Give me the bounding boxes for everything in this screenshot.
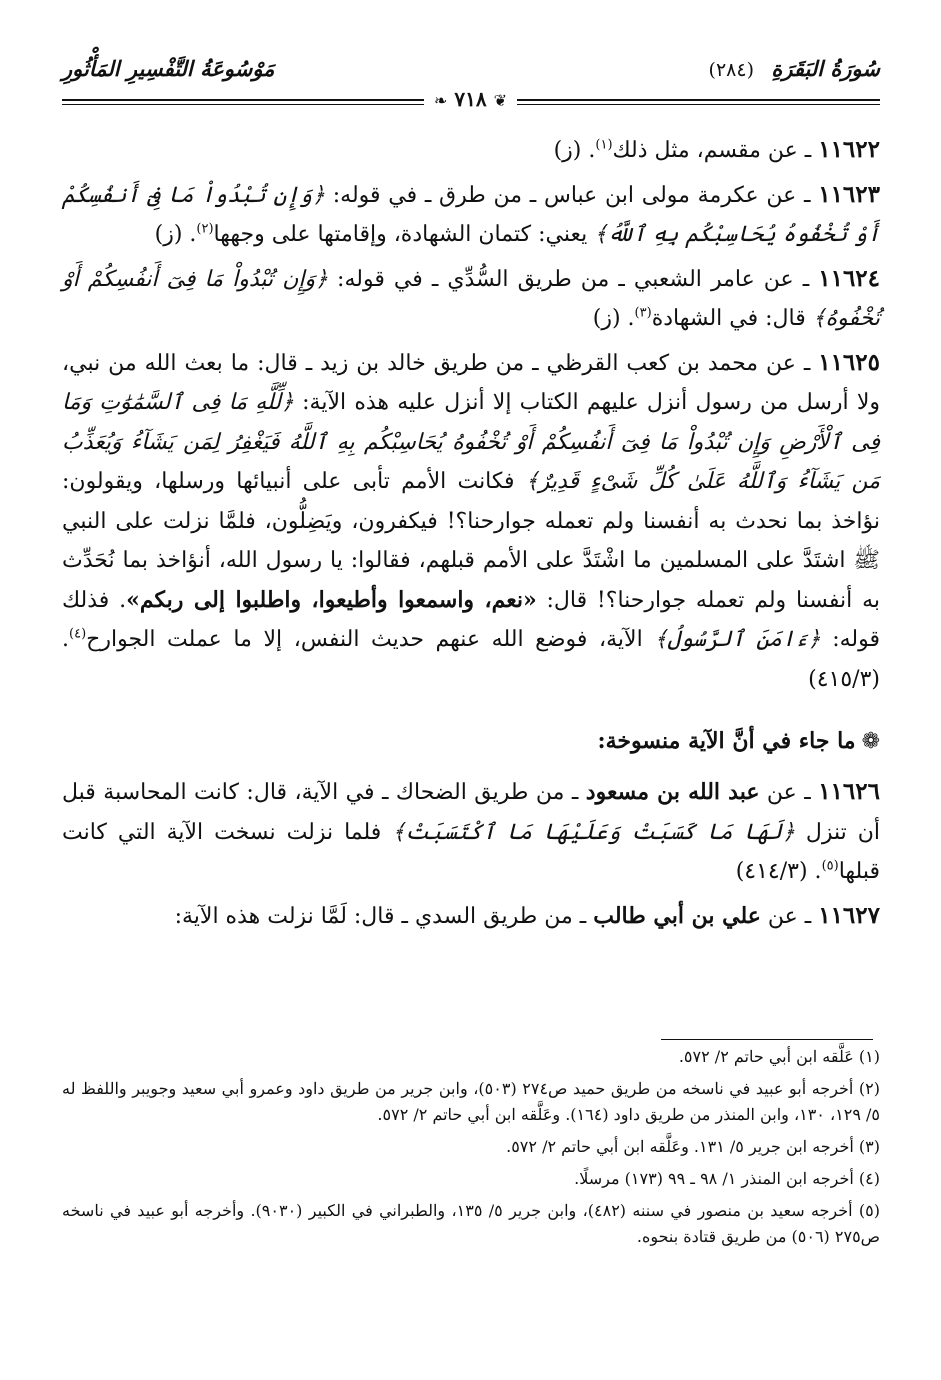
footnote: (٢) أخرجه أبو عبيد في ناسخه من طريق حميد ص٢٧٤ (٥٠٣)، وابن جرير من طريق داود وعمرو أبي سعيد وجويبر واللفظ له ٥/ ١٢٩، ١٣٠، وابن المنذر من طريق داود (١٦٤). وعَلَّقه ابن أبي حاتم ٢/ ٥٧٢. <box>62 1079 881 1124</box>
footnote: (٥) أخرجه سعيد بن منصور في سننه (٤٨٢)، وابن جرير ٥/ ١٣٥، والطبراني في الكبير (٩٠٣٠). وأخرجه أبو عبيد في ناسخه ص٢٧٥ (٥٠٦) من طريق قتادة بنحوه. <box>62 1201 881 1246</box>
page-header <box>62 56 880 86</box>
footnote: (٣) أخرجه ابن جرير ٥/ ١٣١. وعَلَّقه ابن أبي حاتم ٢/ ٥٧٢. <box>506 1137 880 1156</box>
quran-verse: ﴿ءَامَنَ ٱلرَّسُولُ﴾ <box>654 627 821 652</box>
footnote: (٤) أخرجه ابن المنذر ١/ ٩٨ ـ ٩٩ (١٧٣) مرسلًا. <box>574 1169 880 1188</box>
item-number: ١١٦٢٥ <box>818 348 880 376</box>
narration-text: ـ عن عكرمة مولى ابن عباس ـ من طرق ـ في قوله: <box>325 182 819 208</box>
narration-text: ـ عن <box>759 780 819 805</box>
narration-item <box>62 343 880 700</box>
item-number: ١١٦٢٧ <box>818 901 880 929</box>
flower-icon: ❁ <box>861 729 880 754</box>
narrator-name: علي بن أبي طالب <box>593 902 761 929</box>
narration-item <box>62 259 880 339</box>
grade-text: . (ز) <box>154 222 197 247</box>
footnote-ref: (٢) <box>196 221 214 237</box>
narration-item <box>62 772 880 892</box>
quran-verse: ﴿وَإِن تُبْدُواْ مَا فِىٓ أَنفُسِكُمْ أَوْ تُخْفُوهُ يُحَاسِبْكُم بِهِ ٱللَّهُ﴾ <box>62 182 880 247</box>
item-number: ١١٦٢٤ <box>818 264 881 292</box>
verse-number: (٢٨٤) <box>708 59 754 81</box>
main-text <box>62 130 880 940</box>
narration-text: ـ عن عامر الشعبي ـ من طريق السُّدِّي ـ في قوله: <box>328 266 819 292</box>
quran-verse: ﴿لِّلَّهِ مَا فِى ٱلسَّمَٰوَٰتِ وَمَا فِى ٱلْأَرْضِ وَإِن تُبْدُواْ مَا فِىٓ أَنفُسِكُمْ أَوْ تُخْفُوهُ يُحَاسِبْكُم بِهِ ٱللَّهُ فَيَغْفِرُ لِمَن يَشَآءُ وَيُعَذِّبُ مَن يَشَآءُ وَٱللَّهُ عَلَىٰ كُلِّ شَىْءٍ قَدِيرٌ﴾ <box>62 390 881 494</box>
item-number: ١١٦٢٣ <box>818 180 880 208</box>
narration-text: ـ عن مقسم، مثل ذلك <box>612 138 819 163</box>
page-number-text: ٧١٨ <box>454 87 487 111</box>
footnote-ref: (٣) <box>634 305 652 321</box>
narration-item <box>62 175 880 255</box>
quran-verse: ﴿لَهَا مَا كَسَبَتْ وَعَلَيْهَا مَا ٱكْتَسَبَتْ﴾ <box>392 819 795 845</box>
narration-text: يعني: كتمان الشهادة، وإقامتها على وجهها <box>213 222 595 247</box>
narration-text: فكانت الأمم تأبى على أنبيائها ورسلها، ويقولون: نؤاخذ بما نحدث به أنفسنا ولم تعمله جوارحنا؟! فيكفرون، ويَضِلُّون، فلمَّا نزلت على النبي ﷺ اشتَدَّ على المسلمين ما اشْتَدَّ على الأمم قبلهم، فقالوا: يا رسول الله، أنؤاخذ بما نُحَدِّث به أنفسنا ولم تعمله جوارحنا؟! قال: <box>62 469 881 613</box>
ornament-icon: ❧ <box>434 91 448 110</box>
ornament-icon: ❦ <box>493 91 507 110</box>
narration-item <box>62 130 880 171</box>
narration-text: ـ من طريق السدي ـ قال: لَمَّا نزلت هذه الآية: <box>174 903 594 929</box>
footnote-ref: (١) <box>595 137 613 153</box>
narration-text: فلما نزلت نسخت الآية التي كانت قبلها <box>62 819 880 884</box>
footnote: (١) عَلَّقه ابن أبي حاتم ٢/ ٥٧٢. <box>678 1047 880 1066</box>
source-ref: . (٤١٤/٣) <box>735 859 822 884</box>
narration-text: ـ عن <box>760 903 819 929</box>
narration-text: . فذلك قوله: <box>62 587 880 652</box>
narration-text: قال: في الشهادة <box>651 306 813 331</box>
item-number: ١١٦٢٢ <box>818 136 880 163</box>
narration-text: ـ من طريق الضحاك ـ في الآية، قال: كانت المحاسبة قبل أن تنزل <box>62 780 880 845</box>
source-ref: . (٤١٥/٣) <box>62 627 880 692</box>
narrator-name: عبد الله بن مسعود <box>585 779 760 805</box>
footnotes <box>62 1044 880 1256</box>
header-sura <box>709 56 880 81</box>
page-number-wrap <box>0 87 941 111</box>
section-title: ما جاء في أنَّ الآية منسوخة: <box>597 728 856 754</box>
footnote-ref: (٤) <box>69 626 87 642</box>
footnote-rule <box>661 1039 873 1040</box>
narration-item <box>62 896 880 937</box>
book-title: مَوْسُوعَةُ التَّفْسِيرِ المَأْثُورِ <box>62 56 275 81</box>
item-number: ١١٦٢٦ <box>818 778 880 805</box>
quran-verse: ﴿وَإِن تُبْدُواْ مَا فِىٓ أَنفُسِكُمْ أَوْ تُخْفُوهُ﴾ <box>62 266 880 331</box>
narration-text: ـ عن محمد بن كعب القرظي ـ من طريق خالد بن زيد ـ قال: ما بعث الله من نبي، ولا أرسل من رسول أنزل عليهم الكتاب إلا أنزل عليه هذه الآية: <box>62 350 880 415</box>
section-heading <box>62 721 880 762</box>
footnote-ref: (٥) <box>821 858 839 874</box>
grade-text: . (ز) <box>553 138 596 163</box>
sura-name: سُورَةُ البَقَرَةِ <box>771 56 880 81</box>
page-number <box>424 87 517 111</box>
hadith-text: «نعم، واسمعوا وأطيعوا، واطلبوا إلى ربكم» <box>126 586 537 613</box>
grade-text: . (ز) <box>592 306 635 331</box>
narration-text: الآية، فوضع الله عنهم حديث النفس، إلا ما عملت الجوارح <box>86 627 655 652</box>
